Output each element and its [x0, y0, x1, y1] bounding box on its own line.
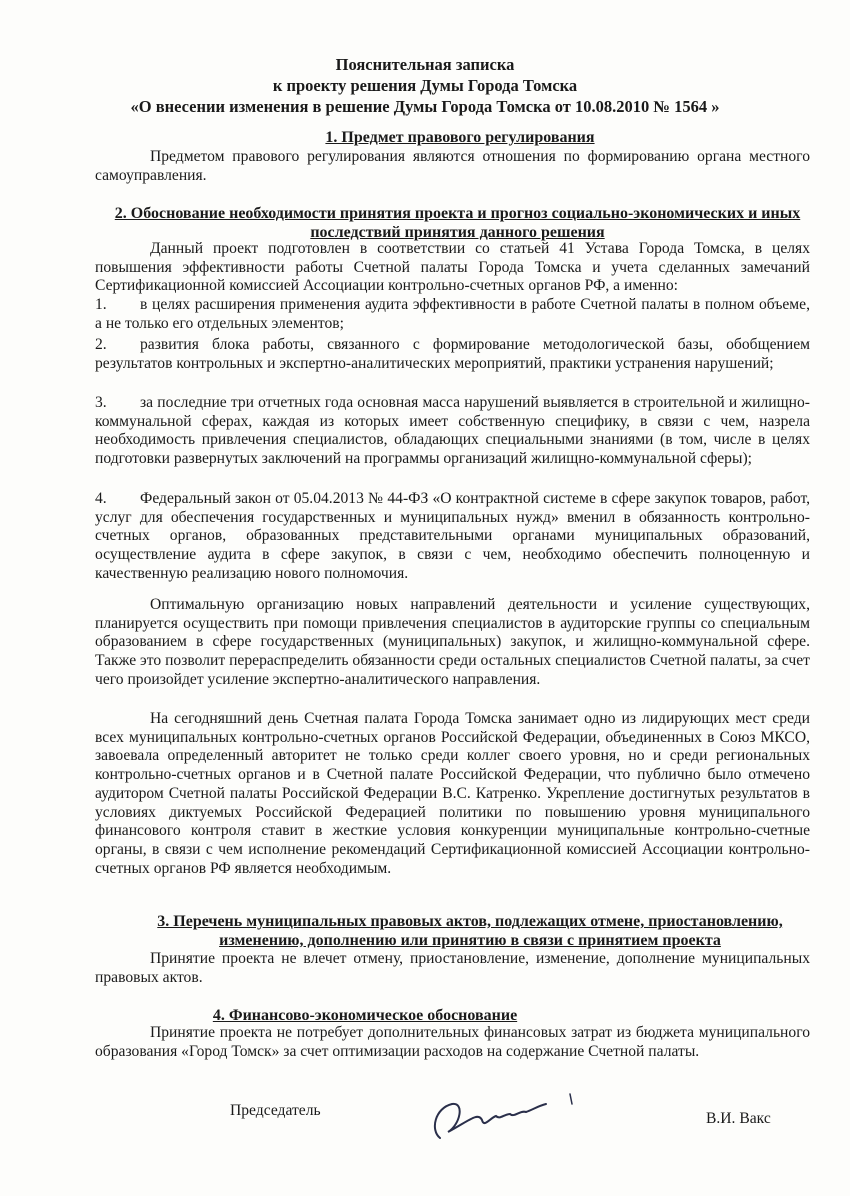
list-item-4: [95, 490, 810, 584]
list-item-text: развития блока работы, связанного с формирование методологической базы, обобщением результатов контрольных и экспертно-аналитических мероприятий, практики устранения нарушений;: [95, 336, 810, 372]
list-item-2: [95, 336, 810, 373]
list-item-3: [95, 394, 810, 469]
section-1-title: 1. Предмет правового регулирования: [325, 129, 595, 146]
section-4-title: 4. Финансово-экономическое обоснование: [212, 1007, 518, 1024]
header-subtitle: к проекту решения Думы Города Томска: [272, 76, 578, 95]
header-decision-name: «О внесении изменения в решение Думы Города Томска от 10.08.2010 № 1564 »: [130, 97, 720, 116]
list-item-text: в целях расширения применения аудита эффективности в работе Счетной палаты в полном объеме, а не только его отдельных элементов;: [95, 296, 810, 332]
list-item-number: 2.: [95, 336, 107, 353]
section-4-text: Принятие проекта не потребует дополнительных финансовых затрат из бюджета муниципального образования «Город Томск» за счет оптимизации расходов на содержание Счетной палаты.: [95, 1024, 810, 1060]
list-item-number: 4.: [95, 490, 107, 507]
section-2-paragraph-2: Оптимальную организацию новых направлений деятельности и усиление существующих, планируется осуществить при помощи привлечения специалистов в аудиторские группы со специальным образованием в сфере государственных (муниципальных) закупок, и жилищно-коммунальной сфере. Также это позволит перераспределить обязанности среди остальных специалистов Счетной палаты, за счет чего произойдет усиление экспертно-аналитического направления.: [95, 596, 810, 688]
list-item-number: 1.: [95, 296, 107, 313]
signature-name: В.И. Вакс: [706, 1110, 771, 1127]
section-2-intro: Данный проект подготовлен в соответствии со статьей 41 Устава Города Томска, в целях повышения эффективности работы Счетной палаты Города Томска и учета сделанных замечаний Сертификационной комиссией Ассоциации контрольно-счетных органов РФ, а именно:: [95, 240, 810, 295]
list-item-1: [95, 296, 810, 333]
section-1-text: Предметом правового регулирования являются отношения по формированию органа местного самоуправления.: [95, 148, 810, 184]
header-title: Пояснительная записка: [335, 55, 515, 74]
section-2-paragraph-3: На сегодняшний день Счетная палата Города Томска занимает одно из лидирующих мест среди всех муниципальных контрольно-счетных органов Российской Федерации, объединенных в Союз МКСО, завоевала определенный авторитет не только среди коллег своего уровня, но и среди региональных контрольно-счетных органов и в Счетной палате Российской Федерации, что публично было отмечено аудитором Счетной палаты Российской Федерации В.С. Катренко. Укрепление достигнутых результатов в условиях диктуемых Российской Федерацией политики по повышению уровня муниципального финансового контроля ставит в жесткие условия конкуренции муниципальные контрольно-счетные органы, в связи с чем исполнение рекомендаций Сертификационной комиссией Ассоциации контрольно-счетных органов РФ является необходимым.: [95, 710, 810, 877]
section-3-title: 3. Перечень муниципальных правовых актов, подлежащих отмене, приостановлению, изменению, дополнению или принятию в связи с принятием проекта: [157, 913, 783, 949]
list-item-text: за последние три отчетных года основная масса нарушений выявляется в строительной и жилищно-коммунальной сферах, каждая из которых имеет собственную специфику, в связи с чем, назрела необходимость привлечения специалистов, обладающих специальными знаниями (в том, числе в целях подготовки развернутых заключений на программы организаций жилищно-коммунальной сферы);: [95, 394, 810, 468]
section-3-text: Принятие проекта не влечет отмену, приостановление, изменение, дополнение муниципальных правовых актов.: [95, 950, 810, 986]
handwritten-signature: [420, 1090, 590, 1150]
section-2-title: 2. Обоснование необходимости принятия проекта и прогноз социально-экономических и иных последствий принятия данного решения: [114, 205, 801, 241]
signature-position: Председатель: [230, 1102, 321, 1119]
list-item-text: Федеральный закон от 05.04.2013 № 44-ФЗ «О контрактной системе в сфере закупок товаров, работ, услуг для обеспечения государственных и муниципальных нужд» вменил в обязанность контрольно-счетных органов, образованных представительными органами муниципальных образований, осуществление аудита в сфере закупок, в связи с чем, необходимо обеспечить полноценную и качественную реализацию нового полномочия.: [95, 490, 810, 582]
document-header: [60, 54, 790, 117]
list-item-number: 3.: [95, 394, 107, 411]
